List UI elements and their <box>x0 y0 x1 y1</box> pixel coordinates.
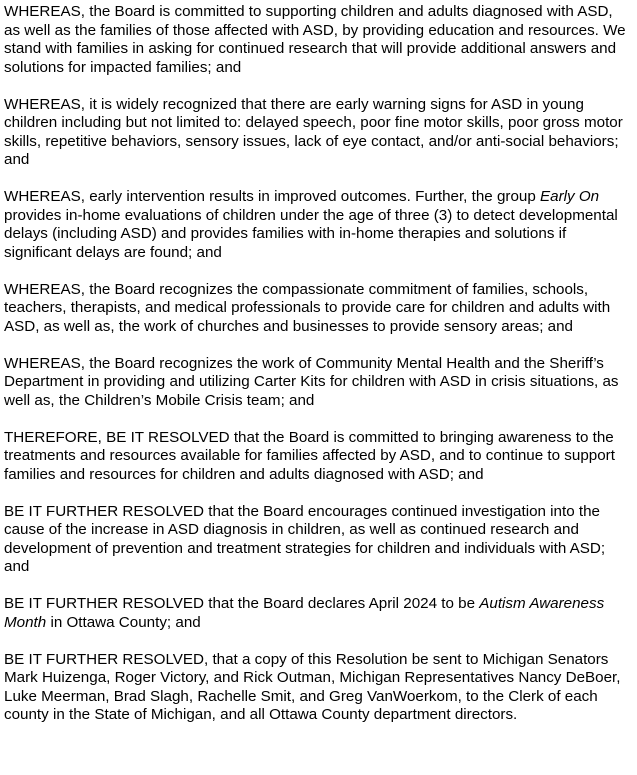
paragraph-text: WHEREAS, the Board is committed to supporting children and adults diagnosed with ASD, as well as the families of those affected with ASD, by providing education and resources. We stand with families in asking for continued research that will provide additional answers and solutions for impacted families; and <box>4 3 626 76</box>
whereas-community-commitment-paragraph <box>4 281 632 337</box>
paragraph-text: WHEREAS, the Board recognizes the compassionate commitment of families, schools, teachers, therapists, and medical professionals to provide care for children and adults with ASD, as well as, the work of churches and businesses to provide sensory areas; and <box>4 280 611 335</box>
further-resolved-distribution-paragraph <box>4 651 632 725</box>
further-resolved-research-paragraph <box>4 503 632 577</box>
paragraph-text-continued: provides in-home evaluations of children under the age of three (3) to detect developmental delays (including ASD) and provides families with in-home therapies and solutions if significant delays are found; and <box>4 206 618 261</box>
early-on-program-name: Early On <box>540 188 600 205</box>
paragraph-text: WHEREAS, it is widely recognized that there are early warning signs for ASD in young children including but not limited to: delayed speech, poor fine motor skills, poor gross motor skills, repetitive behaviors, sensory issues, lack of eye contact, and/or anti-social behaviors; and <box>4 95 623 168</box>
whereas-warning-signs-paragraph <box>4 96 632 170</box>
whereas-early-intervention-paragraph <box>4 188 632 262</box>
paragraph-text: WHEREAS, the Board recognizes the work of Community Mental Health and the Sheriff’s Department in providing and utilizing Carter Kits for children with ASD in crisis situations, as well as, the Children’s Mobile Crisis team; and <box>4 354 619 409</box>
therefore-resolved-paragraph <box>4 429 632 485</box>
further-resolved-awareness-month-paragraph <box>4 595 632 632</box>
resolution-document <box>4 3 632 725</box>
awareness-month-name: Autism Awareness Month <box>4 595 605 631</box>
paragraph-text: BE IT FURTHER RESOLVED that the Board declares April 2024 to be <box>4 595 480 612</box>
paragraph-text: BE IT FURTHER RESOLVED, that a copy of this Resolution be sent to Michigan Senators Mark Huizenga, Roger Victory, and Rick Outman, Michigan Representatives Nancy DeBoer, Luke Meerman, Brad Slagh, Rachelle Smit, and Greg VanWoerkom, to the Clerk of each county in the State of Michigan, and all Ottawa County department directors. <box>4 650 621 723</box>
paragraph-text: WHEREAS, early intervention results in improved outcomes. Further, the group <box>4 188 541 205</box>
whereas-board-commitment-paragraph <box>4 3 632 77</box>
paragraph-text: BE IT FURTHER RESOLVED that the Board encourages continued investigation into the cause of the increase in ASD diagnosis in children, as well as continued research and development of prevention and treatment strategies for children and individuals with ASD; and <box>4 502 606 575</box>
paragraph-text-continued: in Ottawa County; and <box>46 613 201 631</box>
paragraph-text: THEREFORE, BE IT RESOLVED that the Board is committed to bringing awareness to the treatments and resources available for families affected by ASD, and to continue to support families and resources for children and adults diagnosed with ASD; and <box>4 428 615 483</box>
whereas-carter-kits-paragraph <box>4 355 632 411</box>
